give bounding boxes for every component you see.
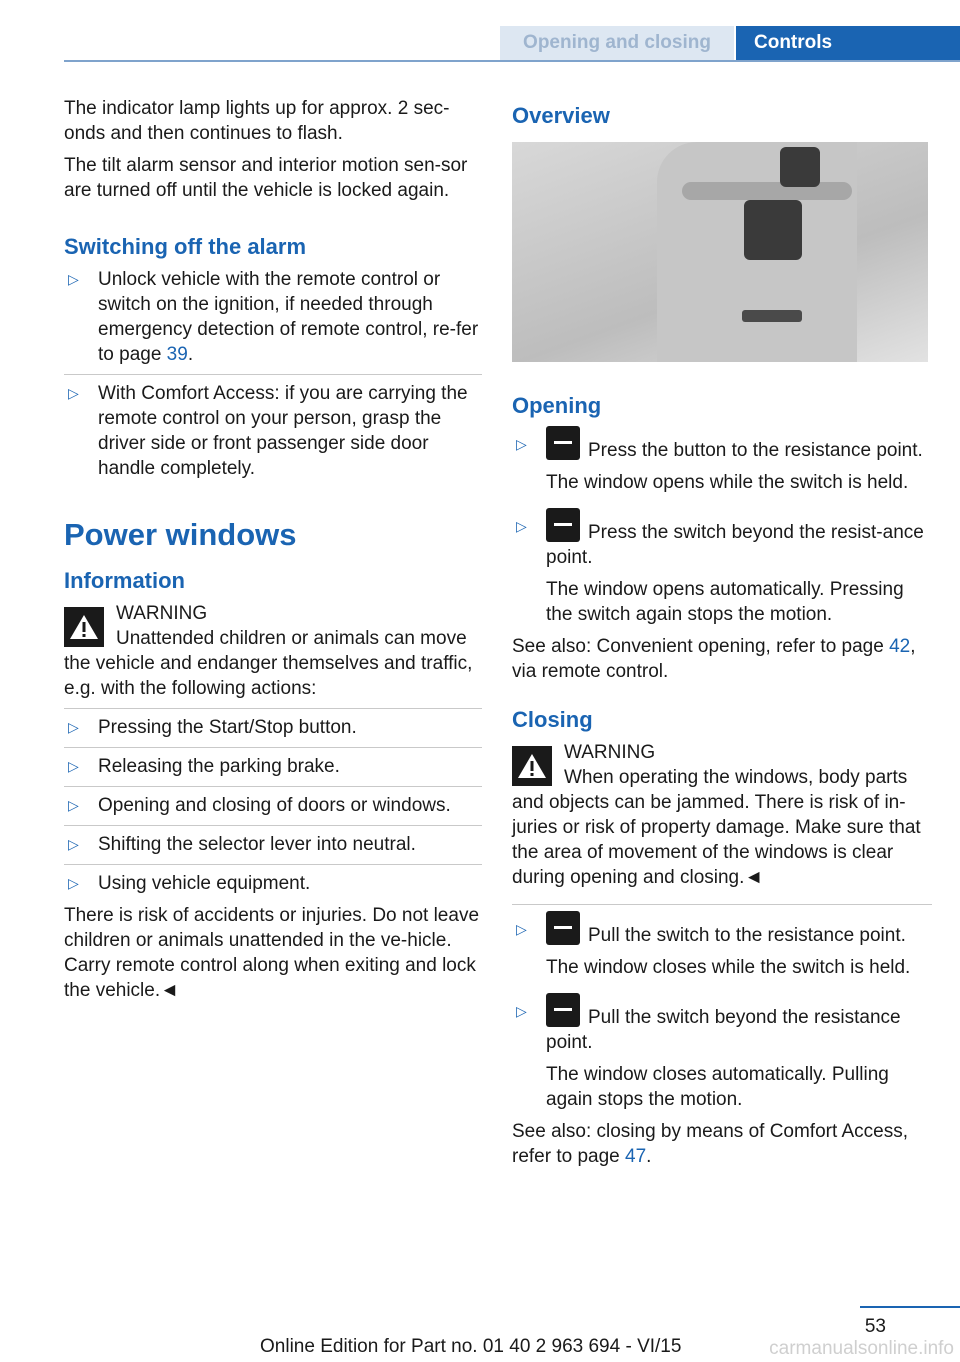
list-item-text: Pull the switch to the resistance point. [588, 925, 906, 946]
closing-list [512, 904, 932, 1112]
list-item-suffix: . [187, 344, 194, 365]
paragraph-indicator-lamp: The indicator lamp lights up for approx. 2 sec-onds and then continues to flash. [64, 98, 450, 144]
triangle-right-icon: ▷ [516, 921, 527, 937]
list-item [64, 267, 482, 367]
watermark: carmanualsonline.info [769, 1338, 954, 1359]
list-item-text: Using vehicle equipment. [98, 873, 311, 894]
list-item-text: Press the button to the resistance point. [588, 440, 923, 461]
right-column [512, 96, 932, 1176]
header-rule [64, 60, 960, 62]
window-switch-icon [546, 993, 580, 1027]
footer-rule [860, 1306, 960, 1308]
triangle-right-icon: ▷ [68, 385, 79, 401]
list-item-text: Shifting the selector lever into neutral. [98, 834, 416, 855]
list-item-note: The window closes automatically. Pulling again stops the motion. [546, 1064, 889, 1110]
warning-block [512, 740, 932, 890]
list-item-note: The window opens automatically. Pressing the switch again stops the motion. [546, 579, 904, 625]
list-item [512, 904, 932, 980]
see-also-text: See also: Convenient opening, refer to page [512, 636, 890, 657]
triangle-right-icon: ▷ [516, 1003, 527, 1019]
triangle-right-icon: ▷ [68, 875, 79, 891]
list-item [64, 747, 482, 779]
warning-text: When operating the windows, body parts and objects can be jammed. There is risk of in-juries or risk of property damage. Make sure that the area of movement of the windows is clear during opening and closing.◄ [512, 767, 921, 888]
paragraph-see-opening [512, 634, 932, 684]
triangle-right-icon: ▷ [68, 836, 79, 852]
heading-closing: Closing [512, 707, 593, 732]
see-also-text: See also: closing by means of Comfort Access, refer to page [512, 1121, 909, 1167]
window-switch-icon [546, 911, 580, 945]
heading-information: Information [64, 568, 185, 593]
window-switch-icon [546, 508, 580, 542]
list-item [64, 708, 482, 740]
list-item-text: Pull the switch beyond the resistance point. [546, 1007, 901, 1053]
page-link-39[interactable]: 39 [166, 344, 188, 365]
warning-title: WARNING [564, 742, 656, 763]
list-item [512, 502, 932, 627]
edition-footer: Online Edition for Part no. 01 40 2 963 694 - VI/15 [260, 1336, 682, 1357]
alarm-list [64, 267, 482, 481]
header-chapter-tab: Controls [736, 26, 960, 60]
heading-overview: Overview [512, 103, 610, 128]
header-section-tab: Opening and closing [500, 26, 734, 60]
paragraph-risk: There is risk of accidents or injuries. Do not leave children or animals unattended in the ve-hicle. Carry remote control along when exiting and lock the vehicle.◄ [64, 905, 480, 1001]
page-link-42[interactable]: 42 [889, 636, 911, 657]
triangle-right-icon: ▷ [68, 271, 79, 287]
list-item [64, 374, 482, 481]
list-item-text: Releasing the parking brake. [98, 756, 340, 777]
list-item [512, 987, 932, 1112]
triangle-right-icon: ▷ [516, 518, 527, 534]
heading-power-windows: Power windows [64, 517, 297, 552]
opening-list [512, 426, 932, 627]
warning-triangle-icon [512, 746, 552, 786]
list-item-text: Press the switch beyond the resist-ance point. [546, 522, 924, 568]
list-item-text: Opening and closing of doors or windows. [98, 795, 451, 816]
heading-switching-off-alarm: Switching off the alarm [64, 234, 307, 259]
warning-block [64, 601, 482, 701]
list-item [64, 786, 482, 818]
page-number: 53 [864, 1316, 886, 1337]
see-also-suffix: . [646, 1146, 652, 1167]
list-item-text: With Comfort Access: if you are carrying the remote control on your person, grasp the driver side or front passenger side door handle completely. [98, 383, 468, 479]
left-column [64, 96, 482, 1010]
triangle-right-icon: ▷ [68, 797, 79, 813]
paragraph-tilt-alarm: The tilt alarm sensor and interior motion sen-sor are turned off until the vehicle is locked again. [64, 155, 468, 201]
list-item [512, 426, 932, 495]
list-item-text: Unlock vehicle with the remote control or switch on the ignition, if needed through emergency detection of remote control, re-fer to page [98, 269, 479, 365]
warning-title: WARNING [116, 603, 208, 624]
warning-text: Unattended children or animals can move the vehicle and endanger themselves and traffic, e.g. with the following actions: [64, 628, 473, 699]
list-item [64, 864, 482, 896]
window-switch-icon [546, 426, 580, 460]
door-panel-image [512, 142, 928, 362]
list-item-note: The window opens while the switch is held. [546, 472, 909, 493]
warning-triangle-icon [64, 607, 104, 647]
triangle-right-icon: ▷ [68, 758, 79, 774]
action-list [64, 708, 482, 896]
see-also-suffix: , via remote control. [512, 636, 916, 682]
triangle-right-icon: ▷ [516, 436, 527, 452]
triangle-right-icon: ▷ [68, 719, 79, 735]
paragraph-see-closing [512, 1119, 932, 1169]
heading-opening: Opening [512, 393, 602, 418]
list-item-text: Pressing the Start/Stop button. [98, 717, 357, 738]
list-item-note: The window closes while the switch is held. [546, 957, 911, 978]
list-item [64, 825, 482, 857]
page-link-47[interactable]: 47 [625, 1146, 647, 1167]
